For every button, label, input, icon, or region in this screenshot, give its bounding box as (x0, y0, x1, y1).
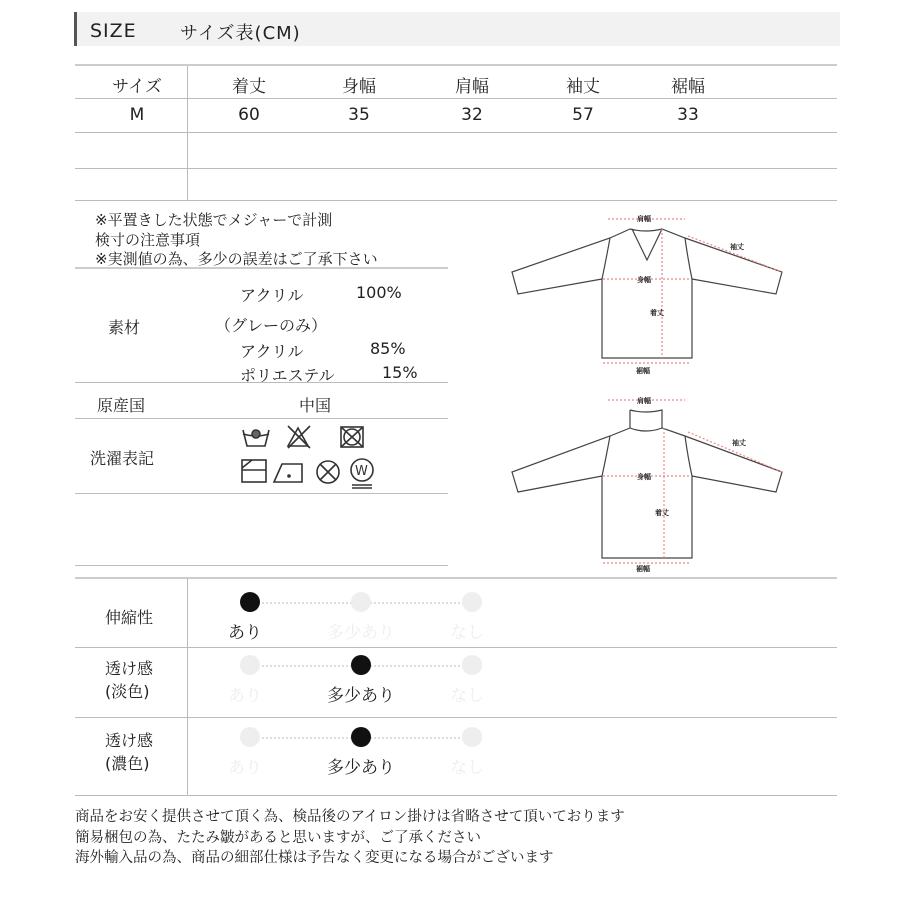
label-body-width: 身幅 (637, 276, 651, 284)
no-tumble-dry-icon (341, 427, 363, 447)
rating-option-label: あり (228, 623, 262, 643)
label-body-width: 身幅 (637, 473, 651, 481)
rating-label: (濃色) (105, 754, 150, 773)
rating-label: 透け感 (105, 659, 154, 678)
label-length: 着丈 (655, 509, 669, 517)
size-table-header: 袖丈 (566, 77, 600, 97)
size-table-header: 身幅 (342, 77, 376, 97)
label-sleeve: 袖丈 (732, 439, 746, 447)
size-table-cell: 57 (572, 105, 594, 125)
care-symbols (238, 422, 398, 492)
size-heading: SIZE (90, 20, 137, 42)
svg-text:W: W (355, 464, 368, 479)
material-note: （グレーのみ） (215, 316, 328, 335)
rating-option-label: 多少あり (327, 623, 395, 643)
size-table-header: サイズ (112, 77, 162, 97)
rating-label: 透け感 (105, 731, 154, 750)
v-neck-sweater-diagram (512, 219, 782, 363)
size-table-cell: 33 (677, 105, 699, 125)
note-line: ※平置きした状態でメジャーで計測 (95, 211, 333, 229)
rating-option-label: あり (228, 758, 262, 778)
rating-option-label: なし (450, 623, 484, 643)
rating-option-label: なし (450, 686, 484, 706)
rating-dot (240, 592, 260, 612)
wet-clean-icon (351, 459, 373, 488)
rating-dot (462, 592, 482, 612)
material-name: アクリル (240, 342, 304, 361)
size-table-cell: M (129, 105, 145, 125)
material-percent: 100% (356, 283, 402, 302)
label-hem: 裾幅 (636, 565, 650, 573)
rating-option-label: 多少あり (327, 758, 395, 778)
care-label: 洗濯表記 (90, 449, 155, 468)
size-table-cell: 32 (461, 105, 483, 125)
origin-value: 中国 (298, 396, 332, 415)
material-percent: 15% (382, 363, 418, 382)
hand-wash-icon (243, 430, 269, 446)
rating-dot (240, 727, 260, 747)
rating-dot (351, 655, 371, 675)
no-bleach-icon (288, 426, 310, 448)
size-chart-title: サイズ表(CM) (180, 23, 301, 44)
rating-dot (351, 592, 371, 612)
material-percent: 85% (370, 339, 406, 358)
size-table-cell: 35 (348, 105, 370, 125)
label-shoulder: 肩幅 (637, 215, 651, 223)
turtleneck-sweater-diagram (512, 400, 782, 563)
rating-label: (淡色) (105, 682, 150, 701)
footer-note: 商品をお安く提供させて頂く為、検品後のアイロン掛けは省略させて頂いております (75, 809, 625, 825)
origin-label: 原産国 (97, 396, 146, 415)
rating-label: 伸縮性 (105, 608, 154, 627)
label-length: 着丈 (650, 309, 664, 317)
label-shoulder: 肩幅 (637, 397, 651, 405)
size-table-header: 裾幅 (671, 77, 705, 97)
label-sleeve: 袖丈 (730, 243, 744, 251)
size-table-header: 着丈 (232, 77, 266, 97)
rating-option-label: なし (450, 758, 484, 778)
footer-note: 簡易梱包の為、たたみ皺があると思いますが、ご了承ください (75, 830, 481, 846)
line-dry-shade-icon (242, 460, 266, 482)
material-name: ポリエステル (240, 366, 335, 385)
material-name: アクリル (240, 286, 304, 305)
material-label: 素材 (108, 318, 141, 337)
size-table-cell: 60 (238, 105, 260, 125)
no-dry-clean-icon (317, 461, 339, 483)
footer-note: 海外輸入品の為、商品の細部仕様は予告なく変更になる場合がございます (75, 850, 554, 866)
rating-option-label: あり (228, 686, 262, 706)
label-hem: 裾幅 (636, 367, 650, 375)
size-table-header: 肩幅 (455, 77, 489, 97)
garment-diagrams (500, 200, 800, 580)
note-line: 検寸の注意事項 (95, 231, 201, 249)
rating-dot (240, 655, 260, 675)
iron-low-icon (274, 464, 302, 482)
note-line: ※実測値の為、多少の誤差はご了承下さい (95, 250, 378, 268)
rating-dot (462, 655, 482, 675)
rating-dot (462, 727, 482, 747)
rating-dot (351, 727, 371, 747)
rating-option-label: 多少あり (327, 686, 395, 706)
